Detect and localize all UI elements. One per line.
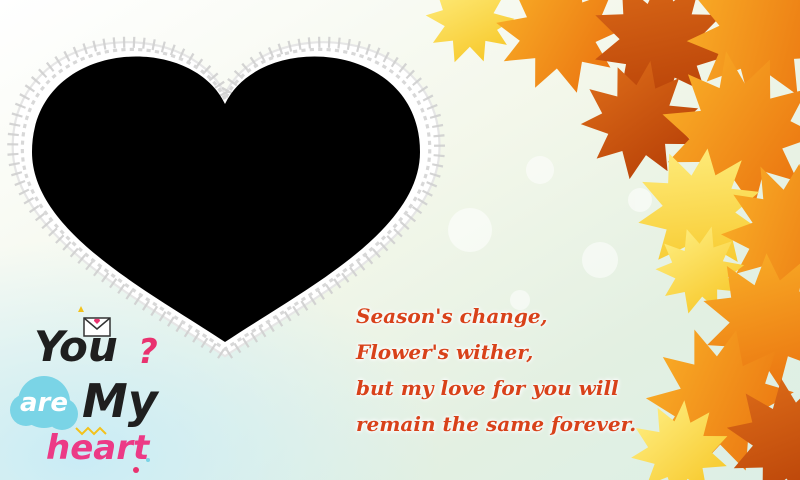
poem-line: Season's change,: [356, 304, 548, 328]
you-are-my-heart-badge: [12, 296, 172, 476]
badge-question-mark: ?: [138, 332, 158, 372]
poem-text: [356, 298, 776, 442]
badge-word-are: are: [20, 388, 69, 418]
poem-line: but my love for you will: [356, 376, 619, 400]
badge-word-my: My: [82, 374, 158, 428]
poem-line: remain the same forever.: [356, 412, 637, 436]
badge-word-heart: heart: [46, 428, 150, 468]
poem-line: Flower's wither,: [356, 340, 534, 364]
badge-word-you: You: [34, 322, 118, 371]
